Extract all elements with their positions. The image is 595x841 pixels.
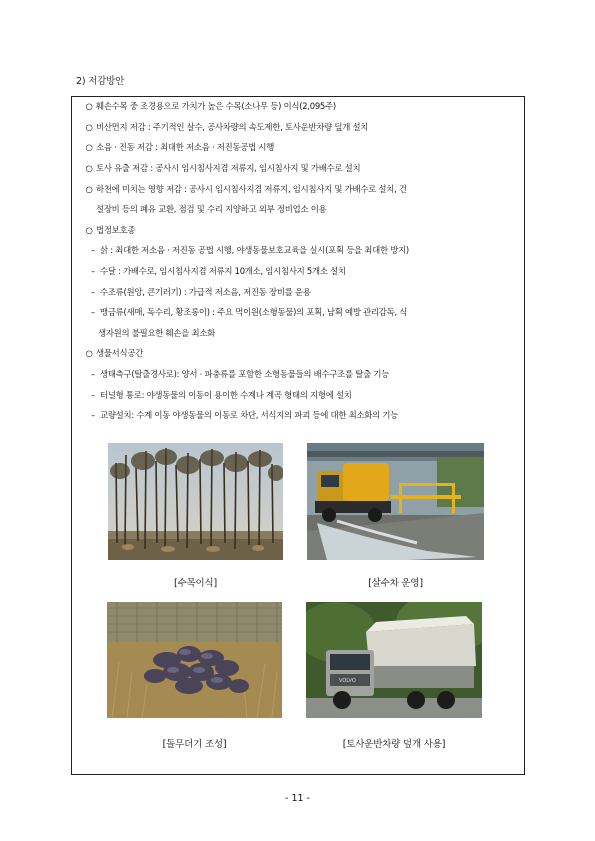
section-title: 2) 저감방안 [76,76,125,87]
list-subitem: – 삵 : 최대한 저소음 · 저진동 공법 시행, 야생동물보호교육을 실시(포획 등을 최대한 방지) [72,245,538,256]
dash-icon: – [91,287,95,297]
list-subitem: – 교량설치: 수계 이동 야생동물의 이동로 차단, 서식지의 파괴 등에 대한 최소화의 기능 [72,410,538,421]
list-subitem: – 터널형 통로: 야생동물의 이동이 용이한 수계나 계곡 형태의 지형에 설치 [72,390,538,401]
bullet-circle-icon: ○ [85,101,93,111]
bullet-circle-icon: ○ [85,225,93,235]
list-item: ○ 비산먼지 저감 : 주기적인 살수, 공사차량의 속도제한, 토사운반차량 덮개 설치 [72,122,534,133]
photo-caption: [돌무더기 조성] [162,739,227,750]
list-item: ○ 토사 유출 저감 : 공사시 임시침사지겸 저류지, 임시침사지 및 가배수로 설치 [72,163,534,174]
bullet-circle-icon: ○ [85,163,93,173]
bullet-circle-icon: ○ [85,184,93,194]
rock-pile-image [107,602,282,718]
list-subitem: – 수조류(원앙, 큰기러기) : 가급적 저소음, 저진동 장비를 운용 [72,287,538,298]
tree-transplant-image [108,443,283,560]
dump-truck-image [306,602,482,718]
bullet-circle-icon: ○ [85,348,93,358]
page-number: - 11 - [285,793,310,804]
photo-caption: [수목이식] [174,578,217,589]
list-item-continuation: 설장비 등의 폐유 교환, 점검 및 수리 지양하고 외부 정비업소 이용 [96,204,327,214]
dash-icon: – [91,369,95,379]
dash-icon: – [91,245,95,255]
list-item: ○ 생물서식공간 [72,348,534,359]
list-item: ○ 소음 · 진동 저감 : 최대한 저소음 · 저진동공법 시행 [72,142,534,153]
photo-caption: [살수차 운영] [368,578,423,589]
list-item-continuation: 생자원의 불필요한 훼손을 최소화 [98,328,215,338]
list-item: ○ 법정보호종 [72,225,534,236]
dash-icon: – [91,266,95,276]
bullet-circle-icon: ○ [85,122,93,132]
list-item: ○ 하천에 미치는 영향 저감 : 공사시 임시침사지겸 저류지, 임시침사지 및 가배수로 설치, 건 [72,184,534,195]
rock-pile-photo [107,602,282,718]
list-subitem: – 수달 : 가배수로, 임시침사지겸 저류지 10개소, 임시침사지 5개소 설치 [72,266,538,277]
vehicle-brand-text: VOLVO [339,678,356,684]
tree-transplant-photo [108,443,283,560]
dash-icon: – [91,307,95,317]
list-subitem: – 맹금류(새매, 독수리, 황조롱이) : 주요 먹이원(소형동물)의 포획, 남획 예방 관리감독, 식 [72,307,538,318]
dash-icon: – [91,410,95,420]
dash-icon: – [91,390,95,400]
bullet-circle-icon: ○ [85,142,93,152]
list-subitem: – 생태측구(탈출경사로): 양서 · 파충류를 포함한 소형동물들의 배수구조를 탈출 기능 [72,369,538,380]
photo-caption: [토사운반차량 덮개 사용] [342,739,446,750]
list-item: ○ 훼손수목 중 조경용으로 가치가 높은 수목(소나무 등) 이식(2,095주) [72,101,534,112]
sprinkler-truck-image [307,443,484,560]
sprinkler-truck-photo [307,443,484,560]
dump-truck-photo [306,602,482,718]
